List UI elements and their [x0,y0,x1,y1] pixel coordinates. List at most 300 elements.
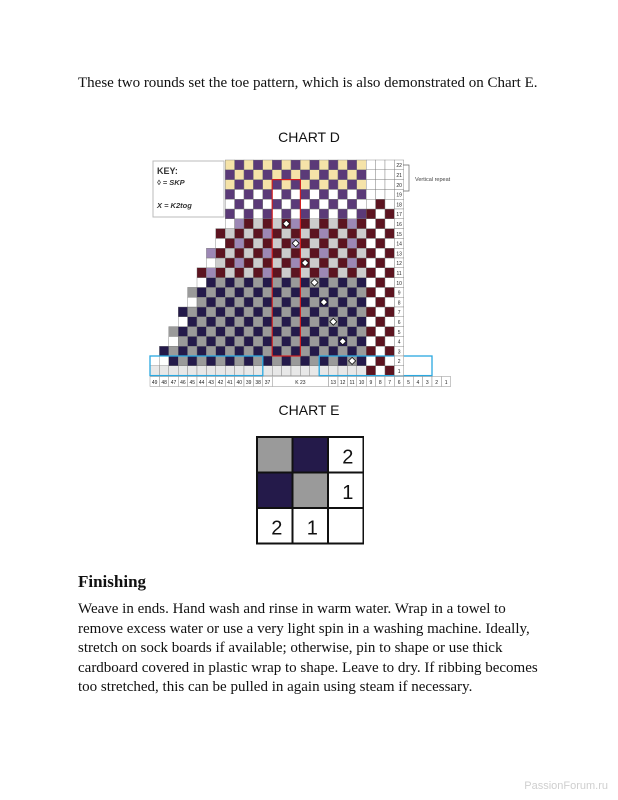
chart-d-cell [253,307,262,317]
chart-d-cell [291,278,300,288]
chart-d-cell [310,229,319,239]
bottom-number: 11 [349,379,355,386]
chart-d-cell [366,317,375,327]
chart-d-cell [282,268,291,278]
chart-d-cell [178,346,187,356]
bottom-number: 43 [208,379,214,386]
chart-d-cell [385,248,394,258]
chart-d-cell [169,346,178,356]
chart-e-number: 1 [342,482,354,504]
row-number: 12 [396,261,402,268]
chart-d-cell [338,199,347,209]
chart-d-cell [291,356,300,366]
chart-d-cell [319,258,328,268]
chart-d-cell [385,258,394,268]
chart-d-cell [319,327,328,337]
chart-d-cell [253,327,262,337]
chart-d-cell [366,170,375,180]
chart-d-cell [357,336,366,346]
row-number: 4 [397,339,401,346]
chart-d-cell [357,180,366,190]
chart-d-cell [253,346,262,356]
bottom-number: 12 [339,379,346,386]
chart-d-cell [244,346,253,356]
chart-d-cell [338,170,347,180]
chart-d-cell [244,209,253,219]
chart-d-cell [300,297,309,307]
chart-d-cell [244,356,253,366]
chart-d-cell [169,327,178,337]
row-number: 10 [396,280,402,287]
chart-d-cell [300,346,309,356]
chart-d-cell [347,238,356,248]
chart-d-cell [385,336,394,346]
chart-d-cell [347,346,356,356]
chart-d-cell [225,189,234,199]
chart-d-cell [376,346,385,356]
chart-d-cell [376,327,385,337]
chart-e-cell [328,508,364,544]
chart-d-cell [263,327,272,337]
chart-d-cell [206,278,215,288]
chart-d-cell [319,287,328,297]
chart-d-cell [329,258,338,268]
chart-d-cell [300,209,309,219]
row-number: 11 [396,271,402,277]
chart-d-cell [253,297,262,307]
chart-d-cell [300,219,309,229]
chart-d-cell [310,327,319,337]
chart-d-cell [338,346,347,356]
chart-d-cell [291,180,300,190]
chart-d-cell [216,287,225,297]
chart-d-cell [291,287,300,297]
chart-d-cell [216,297,225,307]
chart-e-title: CHART E [278,402,340,418]
chart-d-cell [366,297,375,307]
chart-d-cell [235,317,244,327]
chart-d-cell [244,268,253,278]
chart-d-cell [319,278,328,288]
chart-d-cell [235,209,244,219]
row-number: 5 [397,329,401,336]
chart-d-cell [282,346,291,356]
bottom-number: 9 [369,379,373,386]
row-number: 2 [397,359,401,366]
chart-d-cell [347,180,356,190]
chart-d-cell [338,229,347,239]
chart-d-cell [244,199,253,209]
chart-d-cell [366,219,375,229]
chart-d-cell [225,258,234,268]
chart-d-cell [197,307,206,317]
k2tog-marker: X [199,278,205,288]
chart-d-cell [338,327,347,337]
chart-d-cell [206,287,215,297]
chart-d-cell [366,248,375,258]
chart-d-cell [197,346,206,356]
chart-d-cell [235,287,244,297]
chart-d-cell [357,199,366,209]
chart-d-cell [235,278,244,288]
chart-d-cell [319,189,328,199]
chart-d-cell [235,229,244,239]
chart-d-cell [385,199,394,209]
chart-d-cell [300,199,309,209]
chart-d-cell [235,170,244,180]
chart-d-cell [357,229,366,239]
chart-d-cell [206,297,215,307]
chart-d-cell [329,209,338,219]
chart-d-key-box [153,161,224,217]
chart-d-cell [310,307,319,317]
bottom-number: 7 [388,379,392,386]
bottom-number: 5 [407,379,410,386]
chart-d-cell [376,278,385,288]
chart-d-cell [272,307,281,317]
chart-d-cell [357,366,366,376]
row-number: 19 [396,192,402,199]
chart-d-cell [376,209,385,219]
chart-d-cell [188,366,197,376]
chart-d-cell [244,366,253,376]
chart-d-cell [225,327,234,337]
chart-d-cell [253,219,262,229]
row-number: 7 [397,310,401,317]
chart-d-cell [263,189,272,199]
chart-d-cell [235,238,244,248]
vertical-repeat-label: Vertical repeat [415,177,451,183]
row-number: 9 [397,290,401,297]
chart-d-cell [319,346,328,356]
chart-d-cell [310,287,319,297]
chart-d-cell [272,189,281,199]
chart-d-cell [235,258,244,268]
chart-d-cell [300,238,309,248]
chart-d-cell [319,356,328,366]
chart-d-cell [366,199,375,209]
chart-d-cell [338,278,347,288]
chart-d-cell [282,199,291,209]
chart-d-cell [338,180,347,190]
chart-d-cell [235,336,244,346]
k2tog-marker: X [208,258,214,268]
chart-d-cell [329,170,338,180]
chart-d-cell [188,327,197,337]
chart-d-cell [338,287,347,297]
chart-d-cell [329,327,338,337]
chart-d-cell [282,160,291,170]
chart-d-cell [263,209,272,219]
chart-d-cell [272,219,281,229]
chart-d-cell [319,209,328,219]
chart-d-cell [244,189,253,199]
bottom-number: 40 [236,379,243,386]
chart-d-cell [150,366,159,376]
chart-d-cell [253,160,262,170]
bottom-number: 38 [255,379,261,386]
k2tog-marker: X [170,337,177,347]
chart-d-cell [216,366,225,376]
chart-d-cell [300,278,309,288]
chart-d-cell [319,170,328,180]
chart-d-cell [253,189,262,199]
chart-d-cell [272,170,281,180]
chart-d-cell [272,327,281,337]
chart-d-cell [169,356,178,366]
chart-d-cell [282,258,291,268]
chart-d-cell [272,356,281,366]
watermark: PassionForum.ru [524,780,608,792]
chart-d-cell [272,229,281,239]
chart-d-cell [319,248,328,258]
chart-d-cell [253,199,262,209]
chart-d-cell [216,248,225,258]
chart-d-cell [253,248,262,258]
chart-d-cell [319,317,328,327]
chart-d-cell [338,238,347,248]
chart-e-cell [257,437,293,473]
chart-d-cell [216,317,225,327]
chart-d-cell [376,297,385,307]
chart-d-cell [310,180,319,190]
chart-d-cell [357,160,366,170]
chart-d-cell [347,258,356,268]
chart-d-cell [272,268,281,278]
chart-d-cell [338,160,347,170]
chart-d-cell [347,278,356,288]
chart-d-cell [366,307,375,317]
bottom-number: 41 [227,379,233,386]
bottom-number: 37 [264,379,271,386]
chart-d-cell [282,238,291,248]
chart-d-cell [385,209,394,219]
k2tog-marker: X [161,356,167,366]
chart-d-cell [206,346,215,356]
chart-d-cell [235,346,244,356]
chart-d-cell [159,366,168,376]
chart-d-cell [178,366,187,376]
chart-d-cell [310,238,319,248]
chart-d-cell [282,180,291,190]
chart-d-cell [253,356,262,366]
finishing-paragraph: Weave in ends. Hand wash and rinse in warm water. Wrap in a towel to remove excess water or use a very light spin in a washing machine. Ideally, stretch on sock boards if available; otherwise, pin to shape or use thick cardboard covered in plastic wrap to shape. Leave to dry. If ribbing becomes too stretched, this can be pulled in again using steam if necessary. [78,601,538,695]
bottom-number: 10 [358,379,365,386]
row-number: 15 [396,231,402,238]
chart-d-cell [310,346,319,356]
chart-d-cell [225,336,234,346]
chart-d-cell [329,297,338,307]
chart-d-cell [366,258,375,268]
chart-d-cell [338,297,347,307]
chart-d-cell [300,248,309,258]
chart-e-cell [257,473,293,509]
chart-d-cell [244,258,253,268]
chart-d-cell [225,366,234,376]
chart-d-cell [253,268,262,278]
chart-d-cell [206,268,215,278]
chart-d-cell [282,307,291,317]
chart-d-cell [310,170,319,180]
chart-d-key-k2tog: X = K2tog [157,201,192,210]
chart-d-cell [216,229,225,239]
chart-d-cell [310,209,319,219]
chart-d-cell [263,287,272,297]
chart-d-cell [216,356,225,366]
chart-d-cell [216,307,225,317]
chart-d-cell [300,189,309,199]
chart-d-cell [385,356,394,366]
chart-d-cell [347,248,356,258]
chart-d-cell [206,307,215,317]
chart-d-cell [338,366,347,376]
chart-d-cell [216,336,225,346]
chart-d-cell [329,307,338,317]
chart-d-cell [253,229,262,239]
chart-d-cell [263,219,272,229]
chart-d-cell [244,287,253,297]
chart-d-cell [253,317,262,327]
chart-d-cell [188,346,197,356]
bottom-number: 45 [189,379,196,386]
chart-d-cell [329,248,338,258]
chart-d-cell [357,346,366,356]
chart-d-cell [385,317,394,327]
chart-d-cell [347,189,356,199]
bottom-number: 2 [435,379,439,386]
chart-d-cell [385,229,394,239]
chart-d-cell [319,160,328,170]
chart-d-cell [385,346,394,356]
chart-d-cell [291,346,300,356]
chart-d-cell [319,229,328,239]
chart-d-cell [385,219,394,229]
chart-d-cell [253,170,262,180]
chart-d-cell [291,189,300,199]
chart-d-cell [263,356,272,366]
chart-d-cell [188,317,197,327]
chart-d-cell [253,209,262,219]
bottom-number: 47 [170,379,177,386]
chart-d-cell [347,219,356,229]
chart-d-cell [225,238,234,248]
chart-d-cell [282,189,291,199]
chart-d-cell [366,278,375,288]
chart-d-cell [178,336,187,346]
chart-d-cell [319,268,328,278]
row-number: 17 [396,212,402,219]
chart-d-bottom-numbers [150,377,451,387]
chart-d-cell [385,170,394,180]
chart-d-cell [366,160,375,170]
chart-d-cell [300,356,309,366]
chart-d-cell [357,278,366,288]
row-number: 21 [396,173,402,179]
bottom-number: 44 [198,379,205,386]
chart-d-cell [300,327,309,337]
chart-d-cell [347,199,356,209]
chart-d-cell [357,268,366,278]
chart-d-cell [329,229,338,239]
chart-d-cell [329,219,338,229]
chart-d-key-title: KEY: [157,166,178,176]
chart-d-cell [225,307,234,317]
chart-d-cell [253,180,262,190]
chart-d-cell [366,209,375,219]
chart-d-cell [366,287,375,297]
chart-d-cell [291,199,300,209]
chart-d-cell [272,258,281,268]
chart-d-cell [385,287,394,297]
chart-d-cell [263,248,272,258]
chart-d-cell [319,219,328,229]
chart-d-cell [263,268,272,278]
chart-d-cell [310,297,319,307]
row-number: 1 [397,369,401,375]
chart-d-cell [272,209,281,219]
chart-d-cell [300,229,309,239]
chart-d-cell [300,180,309,190]
chart-e-grid [257,437,364,544]
chart-d-cell [376,160,385,170]
chart-d-cell [263,199,272,209]
chart-e-number: 2 [342,446,354,469]
bottom-number: 42 [217,379,224,386]
chart-d-cell [206,327,215,337]
chart-d-cell [357,170,366,180]
chart-d-cell [225,287,234,297]
chart-d-cell [225,209,234,219]
chart-d-cell [376,356,385,366]
chart-d-cell [357,307,366,317]
chart-d-cell [366,327,375,337]
chart-d-cell [272,278,281,288]
chart-d-cell [225,346,234,356]
chart-d-cell [300,287,309,297]
chart-d-cell [291,160,300,170]
chart-d-cell [347,327,356,337]
chart-d-cell [206,366,215,376]
chart-d-cell [347,317,356,327]
chart-d-cell [225,268,234,278]
chart-d-cell [376,258,385,268]
chart-d-cell [235,297,244,307]
chart-d-cell [225,180,234,190]
chart-d-cell [291,297,300,307]
chart-d-cell [178,307,187,317]
chart-d-cell [253,238,262,248]
chart-d-cell [366,366,375,376]
row-number: 13 [396,251,402,258]
chart-d-cell [244,278,253,288]
chart-d-cell [385,307,394,317]
chart-d-cell [235,327,244,337]
chart-d-cell [282,229,291,239]
chart-d-cell [329,199,338,209]
chart-d-cell [188,287,197,297]
chart-d-cell [216,346,225,356]
chart-d-cell [357,238,366,248]
chart-d-cell [206,317,215,327]
chart-d-cell [329,268,338,278]
chart-d-cell [376,189,385,199]
intro-paragraph: These two rounds set the toe pattern, which is also demonstrated on Chart E. [78,75,538,91]
chart-d-cell [347,160,356,170]
chart-d-cell [216,258,225,268]
chart-d-cell [347,307,356,317]
chart-d-cell [300,307,309,317]
chart-d-cell [291,219,300,229]
